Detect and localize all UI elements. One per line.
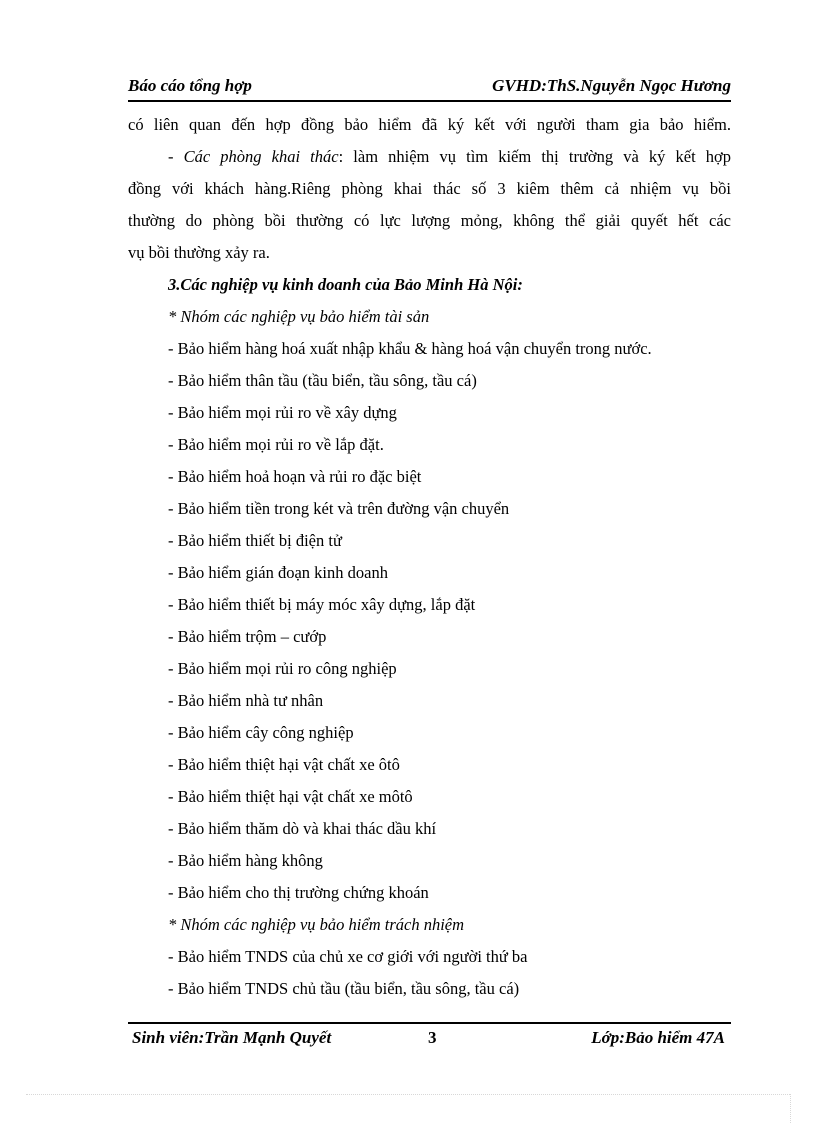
list-item: - Bảo hiểm thân tầu (tầu biển, tầu sông, tầu cá) [168,371,477,390]
department-label: - Các phòng khai thác [168,147,339,166]
list-item: - Bảo hiểm thiệt hại vật chất xe môtô [168,787,413,806]
list-item: - Bảo hiểm mọi rủi ro về lắp đặt. [168,435,384,454]
page-number: 3 [428,1028,437,1047]
header-supervisor: GVHD:ThS.Nguyễn Ngọc Hương [492,76,731,95]
list-item: - Bảo hiểm thiết bị máy móc xây dựng, lắp đặt [168,595,476,614]
list-item: - Bảo hiểm mọi rủi ro công nghiệp [168,659,397,678]
page-boundary-divider [26,1094,790,1095]
department-description: : làm nhiệm vụ tìm kiếm thị trường và ký kết hợp [338,147,732,166]
list-item: - Bảo hiểm TNDS chủ tầu (tầu biển, tầu sông, tầu cá) [168,979,520,998]
list-item: - Bảo hiểm cho thị trường chứng khoán [168,883,429,902]
list-item: - Bảo hiểm hàng hoá xuất nhập khẩu & hàng hoá vận chuyển trong nước. [168,339,652,358]
list-item: - Bảo hiểm cây công nghiệp [168,723,354,742]
list-item: - Bảo hiểm thiết bị điện tử [168,531,342,550]
paragraph-line [168,146,731,168]
page-footer [128,1022,731,1050]
list-item: - Bảo hiểm trộm – cướp [168,627,327,646]
group-heading: * Nhóm các nghiệp vụ bảo hiểm tài sản [168,307,430,326]
list-item: - Bảo hiểm gián đoạn kinh doanh [168,563,388,582]
list-item: - Bảo hiểm thăm dò và khai thác dầu khí [168,819,437,838]
list-item: - Bảo hiểm mọi rủi ro về xây dựng [168,403,397,422]
list-item: - Bảo hiểm thiệt hại vật chất xe ôtô [168,755,400,774]
list-item: - Bảo hiểm hàng không [168,851,323,870]
paragraph-line: thường do phòng bồi thường có lực lượng mỏng, không thể giải quyết hết các [128,211,731,230]
paragraph-line: đồng với khách hàng.Riêng phòng khai thác số 3 kiêm thêm cả nhiệm vụ bồi [128,179,731,198]
footer-class: Lớp:Bảo hiểm 47A [591,1028,725,1047]
section-heading: 3.Các nghiệp vụ kinh doanh của Bảo Minh Hà Nội: [168,275,523,294]
list-item: - Bảo hiểm tiền trong két và trên đường vận chuyển [168,499,510,518]
list-item: - Bảo hiểm hoả hoạn và rủi ro đặc biệt [168,467,422,486]
group-heading: * Nhóm các nghiệp vụ bảo hiểm trách nhiệm [168,915,465,934]
paragraph-line: có liên quan đến hợp đồng bảo hiểm đã ký kết với người tham gia bảo hiểm. [128,115,731,134]
paragraph-line: vụ bồi thường xảy ra. [128,243,270,262]
list-item: - Bảo hiểm TNDS của chủ xe cơ giới với người thứ ba [168,947,528,966]
page-header [128,76,731,102]
list-item: - Bảo hiểm nhà tư nhân [168,691,324,710]
page-boundary-divider-vertical [790,1094,791,1123]
footer-student: Sinh viên:Trần Mạnh Quyết [132,1028,332,1047]
header-report-title: Báo cáo tổng hợp [128,76,252,95]
